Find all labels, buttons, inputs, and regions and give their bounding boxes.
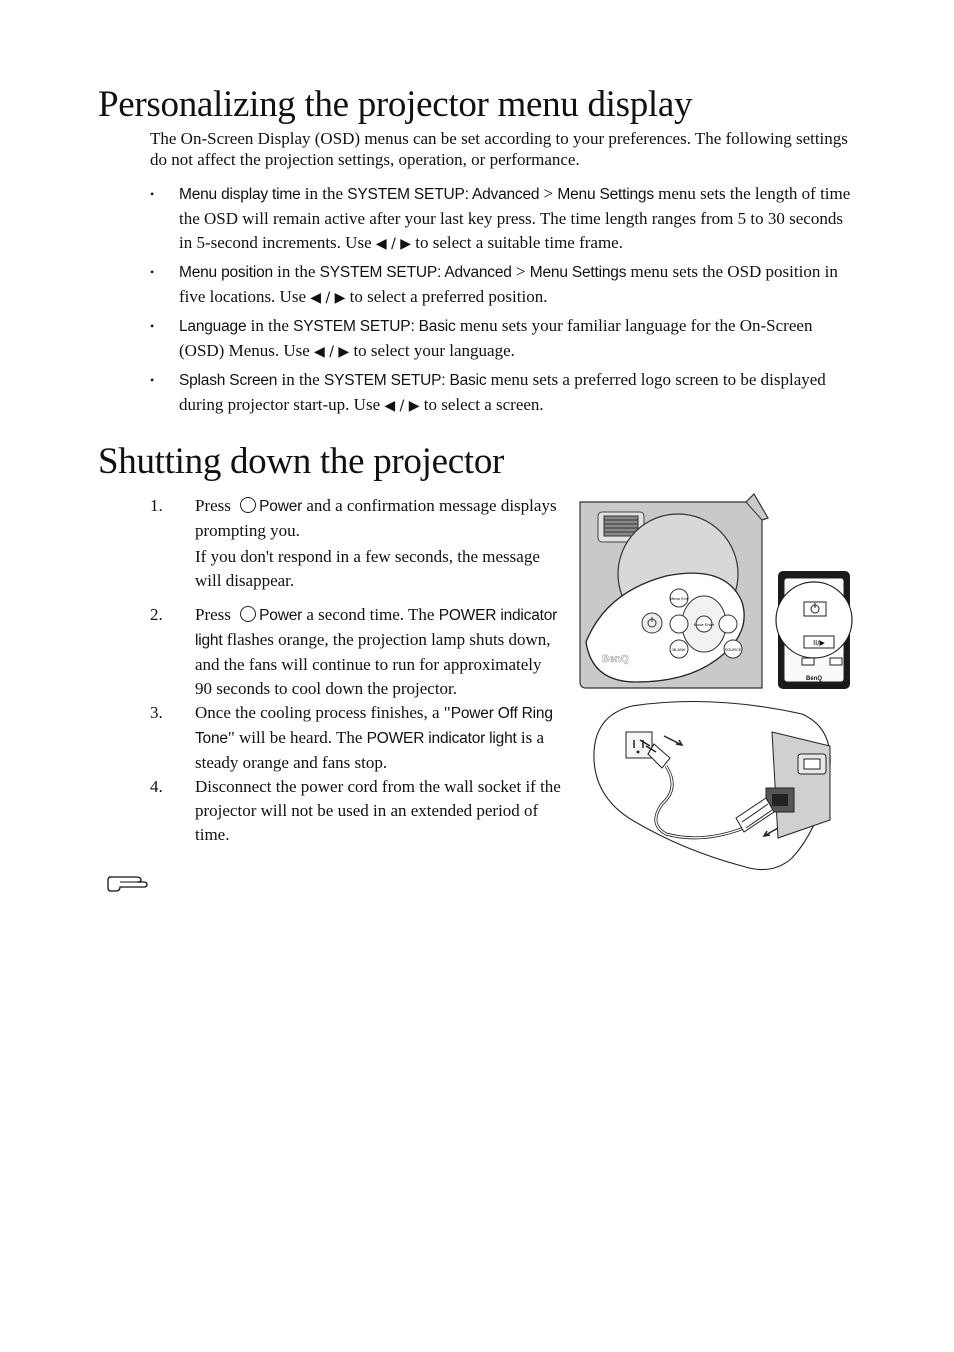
text: to select a suitable time frame. [411,233,623,252]
menu-path: SYSTEM SETUP: Advanced [347,186,540,203]
pad-label: BLANK [672,647,686,652]
text: " will be heard. The [227,728,367,747]
term-menu-position: Menu position [179,264,273,281]
list-item [150,314,855,364]
left-right-arrow-icon: ◀ / ▶ [375,236,412,252]
term-power: Power [259,498,303,515]
remote-brand-logo: BenQ [806,676,823,682]
term-power-indicator: POWER indicator light [366,730,517,747]
menu-path: Menu Settings [529,264,627,281]
remote-play-pause-label: II/▶ [813,639,825,647]
left-right-arrow-icon: ◀ / ▶ [314,344,350,360]
projector-brand-logo: BenQ [602,654,629,665]
section-title-shutting-down: Shutting down the projector [98,441,505,482]
note-hand-icon [106,870,148,894]
text: Once the cooling process finishes, a " [195,703,451,722]
text: flashes orange, the projection lamp shuts down, and the fans will continue to run for approximately 90 seconds to cool down the projector. [195,630,551,698]
step-note: If you don't respond in a few seconds, the message will disappear. [195,547,540,590]
step-item [150,775,562,847]
bullet: • [150,187,155,201]
settings-list [150,182,855,422]
pad-label: SOURCE [724,647,742,652]
shutdown-steps [150,494,562,853]
bullet: • [150,265,155,279]
text: is a steady orange and fans stop. [195,728,545,772]
bullet: • [150,373,155,387]
text: in the [277,370,324,389]
text: to select a preferred position. [345,287,548,306]
pad-label: Menu Exit [670,596,688,601]
intro-paragraph: The On-Screen Display (OSD) menus can be set according to your preferences. The following settings do not affect the projection settings, operation, or performance. [150,129,848,169]
term-menu-display-time: Menu display time [179,186,301,203]
text: menu sets the OSD position in five locations. Use [179,262,838,306]
text: Press [195,496,236,515]
separator: > [511,262,530,281]
text: menu sets your familiar language for the On-Screen (OSD) Menus. Use [179,316,813,360]
term-language: Language [179,318,247,335]
list-item [150,182,855,256]
text: and a confirmation message displays prompting you. [195,496,557,540]
term-power-off-ring-tone: Power Off Ring Tone [195,705,553,747]
step-number: 3. [150,703,163,722]
step-item [150,701,562,775]
power-cord-illustration [592,700,838,872]
term-splash-screen: Splash Screen [179,372,278,389]
text: in the [246,316,294,335]
menu-path: SYSTEM SETUP: Basic [293,318,456,335]
power-button-icon [240,497,256,513]
remote-control [776,571,852,689]
step-item [150,494,562,593]
step-number: 2. [150,605,163,624]
term-power: Power [259,607,303,624]
step-item [150,603,562,701]
projector-remote-illustration [576,492,856,692]
left-right-arrow-icon: ◀ / ▶ [310,290,346,306]
bullet: • [150,319,155,333]
pad-label: Mode Enter [693,622,715,627]
list-item [150,260,855,310]
text: Disconnect the power cord from the wall socket if the projector will not be used in an extended period of time. [195,777,561,844]
projector-body [580,494,768,688]
step-number: 4. [150,777,163,796]
text: menu sets a preferred logo screen to be displayed during projector start-up. Use [179,370,826,414]
text: menu sets the length of time the OSD will remain active after your last key press. The time length ranges from 5 to 30 seconds in 5-second increments. Use [179,184,851,252]
text: in the [272,262,320,281]
menu-path: SYSTEM SETUP: Advanced [319,264,512,281]
power-button-icon [240,606,256,622]
text: in the [300,184,348,203]
separator: > [539,184,558,203]
left-right-arrow-icon: ◀ / ▶ [384,398,420,414]
text: Press [195,605,236,624]
menu-path: SYSTEM SETUP: Basic [323,372,487,389]
section-title-personalizing: Personalizing the projector menu display [98,84,693,125]
list-item [150,368,855,418]
text: to select a screen. [419,395,544,414]
text: to select your language. [349,341,515,360]
step-number: 1. [150,496,163,515]
menu-path: Menu Settings [557,186,654,203]
term-power-indicator: POWER indicator light [195,607,558,649]
text: a second time. The [302,605,439,624]
